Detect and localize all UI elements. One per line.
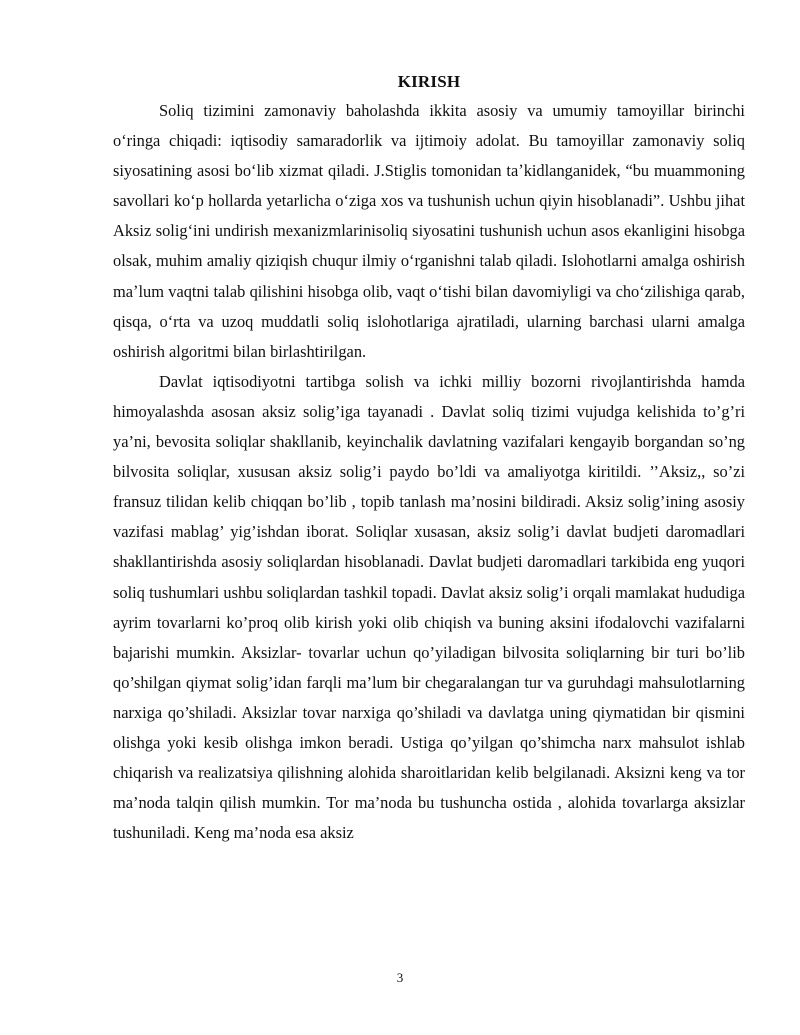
page-number: 3	[396, 970, 404, 985]
document-body	[113, 72, 745, 848]
paragraph-intro: Soliq tizimini zamonaviy baholashda ikkita asosiy va umumiy tamoyillar birinchi oʻringa chiqadi: iqtisodiy samaradorlik va ijtimoiy adolat. Bu tamoyillar zamonaviy soliq siyosatining asosi boʻlib xizmat qiladi. J.Stiglis tomonidan taʼkidlanganidek, “bu muammoning savollari koʻp hollarda yetarlicha oʻziga xos va tushunish uchun qiyin hisoblanadi”. Ushbu jihat Aksiz soligʻini undirish mexanizmlarinisoliq siyosatini tushunish uchun asos ekanligini hisobga olsak, muhim amaliy qiziqish chuqur ilmiy oʻrganishni talab qiladi. Islohotlarni amalga oshirish maʼlum vaqtni talab qilishini hisobga olib, vaqt oʻtishi bilan davomiyligi va choʻzilishiga qarab, qisqa, oʻrta va uzoq muddatli soliq islohotlariga ajratiladi, ularning barchasi ularni amalga oshirish algoritmi bilan birlashtirilgan.	[113, 101, 745, 361]
page-title: KIRISH	[397, 72, 461, 91]
paragraph-aksiz: Davlat iqtisodiyotni tartibga solish va ichki milliy bozorni rivojlantirishda hamda himoyalashda asosan aksiz solig’iga tayanadi . Davlat soliq tizimi vujudga kelishida to’g’ri ya’ni, bevosita soliqlar shakllanib, keyinchalik davlatning vazifalari kengayib borgandan so’ng bilvosita soliqlar, xususan aksiz solig’i paydo bo’ldi va amaliyotga kiritildi. ’’Aksiz,, so’zi fransuz tilidan kelib chiqqan bo’lib , topib tanlash ma’nosini bildiradi. Aksiz solig’ining asosiy vazifasi mablag’ yig’ishdan iborat. Soliqlar xusasan, aksiz solig’i davlat budjeti daromadlari shakllantirishda asosiy soliqlardan hisoblanadi. Davlat budjeti daromadlari tarkibida eng yuqori soliq tushumlari ushbu soliqlardan tashkil topadi. Davlat aksiz solig’i orqali mamlakat hududiga ayrim tovarlarni ko’proq olib kirish yoki olib chiqish va buning aksini ifodalovchi vazifalarni bajarishi mumkin. Aksizlar- tovarlar uchun qo’yiladigan bilvosita soliqlarning bir turi bo’lib qo’shilgan qiymat solig’idan farqli ma’lum bir chegaralangan tur va guruhdagi mahsulotlarning narxiga qo’shiladi. Aksizlar tovar narxiga qo’shiladi va davlatga uning qiymatidan bir qismini olishga yoki kesib olishga imkon beradi. Ustiga qo’yilgan qo’shimcha narx mahsulot ishlab chiqarish va realizatsiya qilishning alohida sharoitlaridan kelib belgilanadi. Aksizni keng va tor ma’noda talqin qilish mumkin. Tor ma’noda bu tushuncha ostida , alohida tovarlarga aksizlar tushuniladi. Keng ma’noda esa aksiz	[113, 371, 745, 843]
